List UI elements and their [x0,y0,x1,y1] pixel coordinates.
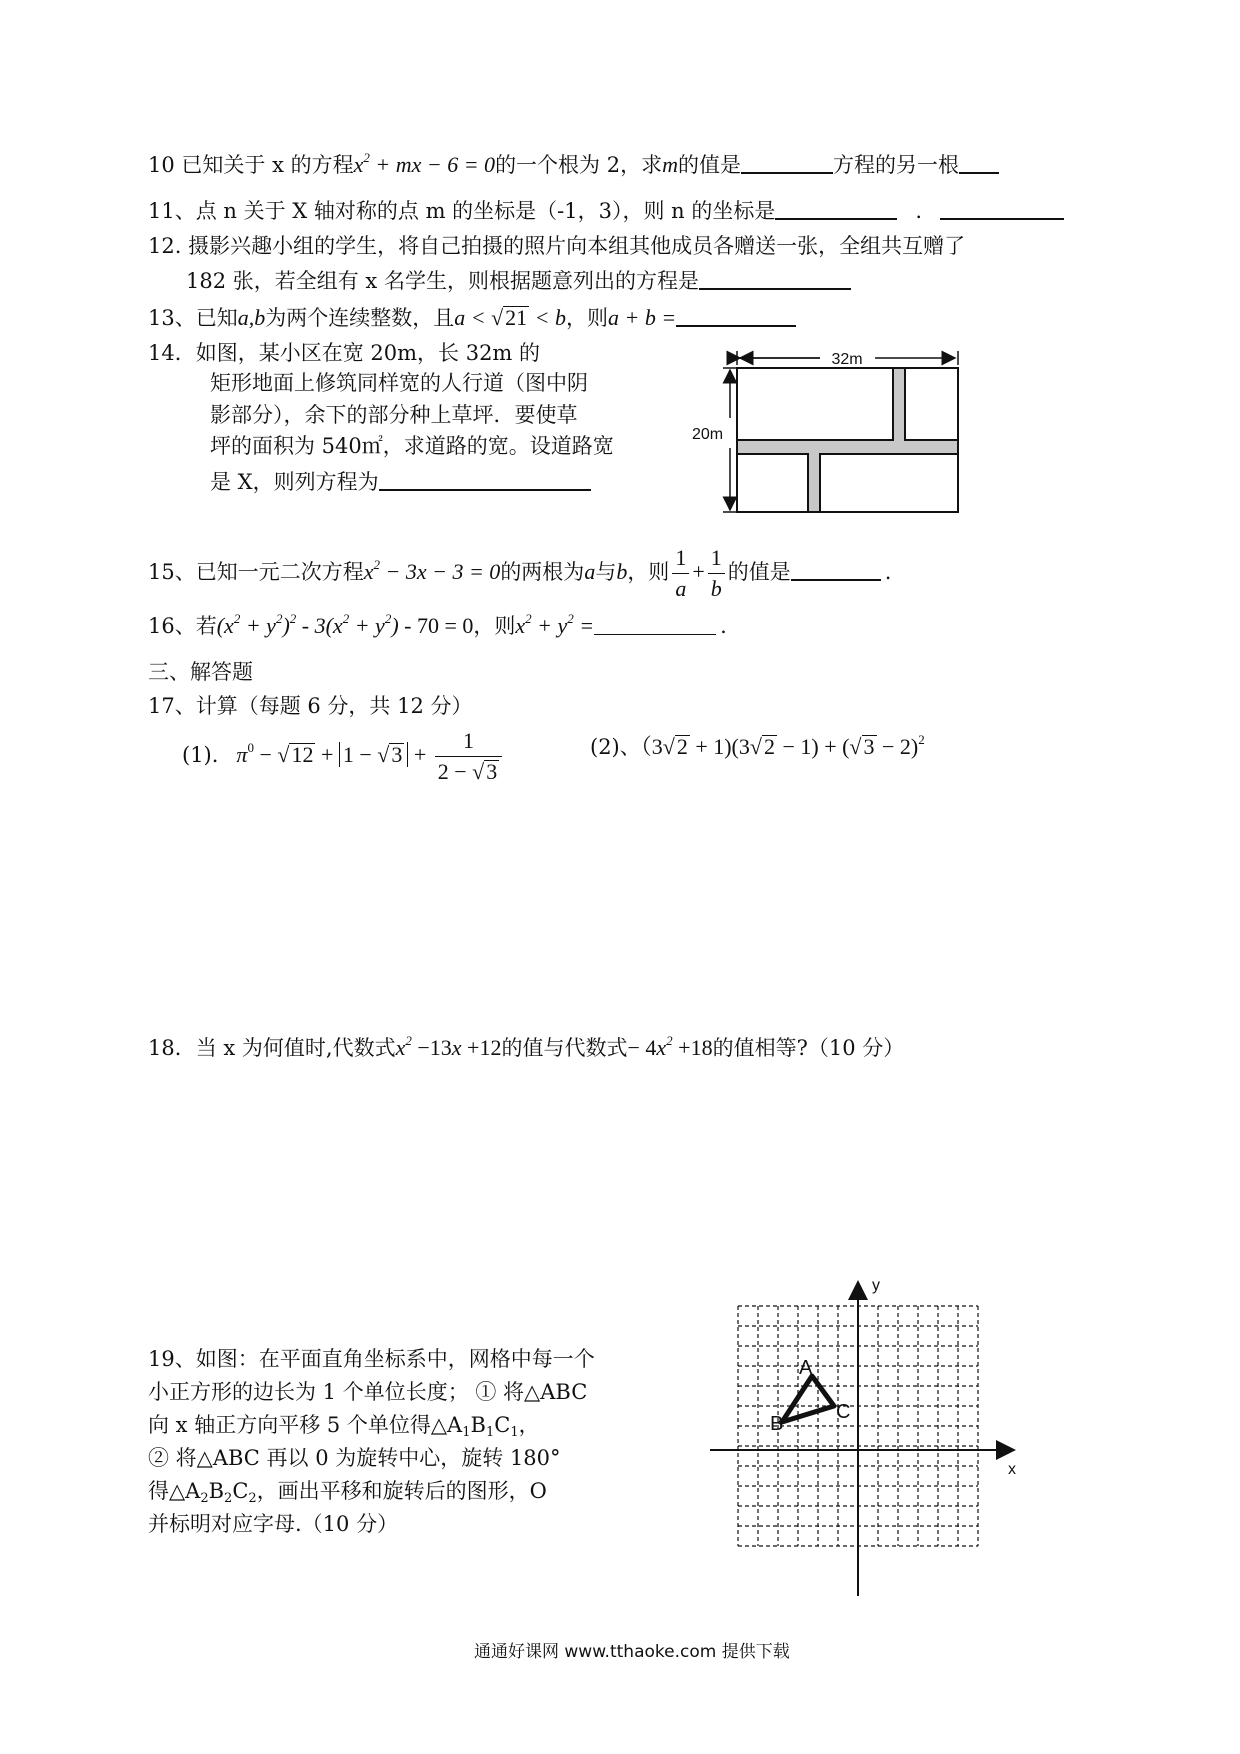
q10-equation: $x^2$ + mx − 6 = 0 [353,150,496,177]
road-edges [737,368,958,512]
q19-line3-d: ， [518,1413,540,1437]
q19-line5-sub2: 2 [224,1491,233,1506]
q16-prefix: 16、若 [148,614,217,638]
q16-dot: . [720,614,727,638]
question-14-line-5 [210,467,591,496]
q13-tail: ，则 [566,306,609,330]
q18-prefix: 18．当 x 为何值时,代数式 [148,1036,396,1060]
q19-line3-b: B [470,1413,486,1437]
q19-line5-sub1: 2 [200,1491,209,1506]
point-a-label: A [799,1357,813,1379]
q15-a: a [584,559,596,584]
q13-answer-blank[interactable] [676,303,796,327]
q16-tail: ，则 [473,614,516,638]
question-19-line-2: 小正方形的边长为 1 个单位长度； ① 将△ABC [148,1380,588,1404]
q19-line3-a: 向 x 轴正方向平移 5 个单位得△A [148,1413,463,1437]
q10-tail2: 方程的另一根 [833,153,959,177]
q19-line3-sub3: 1 [510,1425,519,1440]
q15-equation: $x^2 - 3x - 3 = 0$ [363,557,501,584]
question-14-line-4: 坪的面积为 540㎡，求道路的宽。设道路宽 [210,434,614,458]
question-13 [148,303,796,332]
point-b-label: B [770,1413,784,1435]
triangle-abc [782,1376,834,1422]
q17-p2-label: (2)、 [590,735,641,759]
q11-answer-blank-2[interactable] [940,196,1064,220]
q13-inequality: a < √21 < b [454,305,567,330]
q15-mid: 的两根为 [500,560,585,584]
question-14-line-2: 矩形地面上修筑同样宽的人行道（图中阴 [210,371,588,395]
q17-p1-expr: $\pi^0 - √12 + 1 - √3$ + [236,740,432,767]
question-19-line-3 [148,1411,540,1439]
q11-answer-blank-1[interactable] [775,196,897,220]
point-c-label: C [836,1401,851,1423]
q10-var-m: m [662,152,678,177]
q15-tail2: 的值是 [727,560,791,584]
width-label: 20m [692,426,724,443]
question-19-line-4: ② 将△ABC 再以 0 为旋转中心，旋转 180° [148,1446,561,1470]
question-19-line-6: 并标明对应字母.（10 分） [148,1512,399,1536]
q16-equation: $(x^2 + y^2)^2 - 3(x^2 + y^2) - 70 = 0$ [216,611,474,638]
question-11 [148,196,1064,225]
q19-line3-sub2: 1 [485,1425,495,1440]
q19-line5-b: B [208,1479,225,1503]
question-14-line-3: 影部分），余下的部分种上草坪．要使草 [210,403,578,427]
question-17-part-1 [182,722,505,788]
q12-line2-text: 182 张，若全组有 x 名学生，则根据题意列出的方程是 [186,269,699,293]
q18-expr-2: − $4x^2 +18$ [627,1033,713,1060]
question-19-line-5 [148,1477,547,1505]
q19-coordinate-grid [700,1270,1040,1610]
q17-p2-expr: $(3√2 + 1)(3√2 - 1) + (√3 - 2)^2$ [640,732,925,759]
q15-dot: . [884,560,892,584]
q15-and: 与 [595,560,617,584]
q13-prefix: 13、已知 [148,306,238,330]
q11-dot: . [915,199,923,223]
question-14-line-1: 14．如图，某小区在宽 20m，长 32m 的 [148,341,541,365]
q19-line5-a: 得△A [148,1479,201,1503]
q17-p1-label: (1). [182,743,219,767]
q10-prefix: 10 已知关于 x 的方程 [148,153,354,177]
question-17-title: 17、计算（每题 6 分，共 12 分） [148,694,473,718]
q19-line3-sub1: 1 [462,1425,471,1440]
q14-answer-blank[interactable] [379,467,591,491]
q10-tail: 的值是 [678,153,741,177]
q11-text: 11、点 n 关于 X 轴对称的点 m 的坐标是（-1，3），则 n 的坐标是 [148,199,776,223]
q17-p1-fraction: $\frac{1}{2 - √3}$ [435,726,502,787]
q19-line5-c: C [232,1479,249,1503]
vertical-road-top [893,368,905,454]
question-18 [148,1034,904,1062]
question-15: 15、已知一元二次方程$x^2 - 3x - 3 = 0$的两根为a与b，则 $\frac{1}{a}$ + $\frac{1}{b}$ 的值是 . [148,537,891,607]
q19-line3-c: C [494,1413,511,1437]
footer-source: 通通好课网 www.tthaoke.com 提供下载 [474,1642,790,1662]
section-3-heading: 三、解答题 [148,660,253,684]
x-axis-label: x [1008,1461,1016,1478]
q15-prefix: 15、已知一元二次方程 [148,560,364,584]
q14-road-figure [690,348,970,518]
question-16 [148,612,727,640]
q18-mid: 的值与代数式 [501,1036,628,1060]
q10-answer-blank-1[interactable] [741,150,833,174]
q16-answer-blank[interactable] [594,612,716,635]
vertical-road-bottom [808,440,820,512]
question-12-line-2 [186,266,851,295]
q18-tail: 的值相等?（10 分） [712,1036,905,1060]
q14-line5-text: 是 X，则列方程为 [210,470,379,494]
question-12-line-1: 12. 摄影兴趣小组的学生，将自己拍摄的照片向本组其他成员各赠送一张，全组共互赠了 [148,234,966,258]
q13-sum: a + b = [608,305,677,330]
horizontal-road [737,440,958,454]
q13-mid: 为两个连续整数，且 [265,306,455,330]
q15-b: b [616,559,628,584]
question-17-part-2 [590,733,925,761]
question-19-line-1: 19、如图：在平面直角坐标系中，网格中每一个 [148,1347,595,1371]
q10-answer-blank-2[interactable] [959,150,999,174]
q10-mid: 的一个根为 2，求 [495,153,663,177]
q15-answer-blank[interactable] [791,557,881,581]
q15-frac-1-over-a: $\frac{1}{a}$ [672,543,689,604]
length-label: 32m [831,351,863,368]
q15-tail: ，则 [627,560,670,584]
q18-expr-1: $x^2 -13x +12$ [395,1033,502,1060]
q12-answer-blank[interactable] [699,266,851,290]
q19-line5-d: ，画出平移和旋转后的图形，O [256,1479,547,1503]
q19-line5-sub3: 2 [248,1491,257,1506]
q15-frac-1-over-b: $\frac{1}{b}$ [708,543,725,604]
q13-ab: a,b [237,305,266,330]
q16-expr: $x^2 + y^2$ = [515,611,595,638]
y-axis-label: y [872,1277,880,1294]
question-10 [148,150,999,179]
